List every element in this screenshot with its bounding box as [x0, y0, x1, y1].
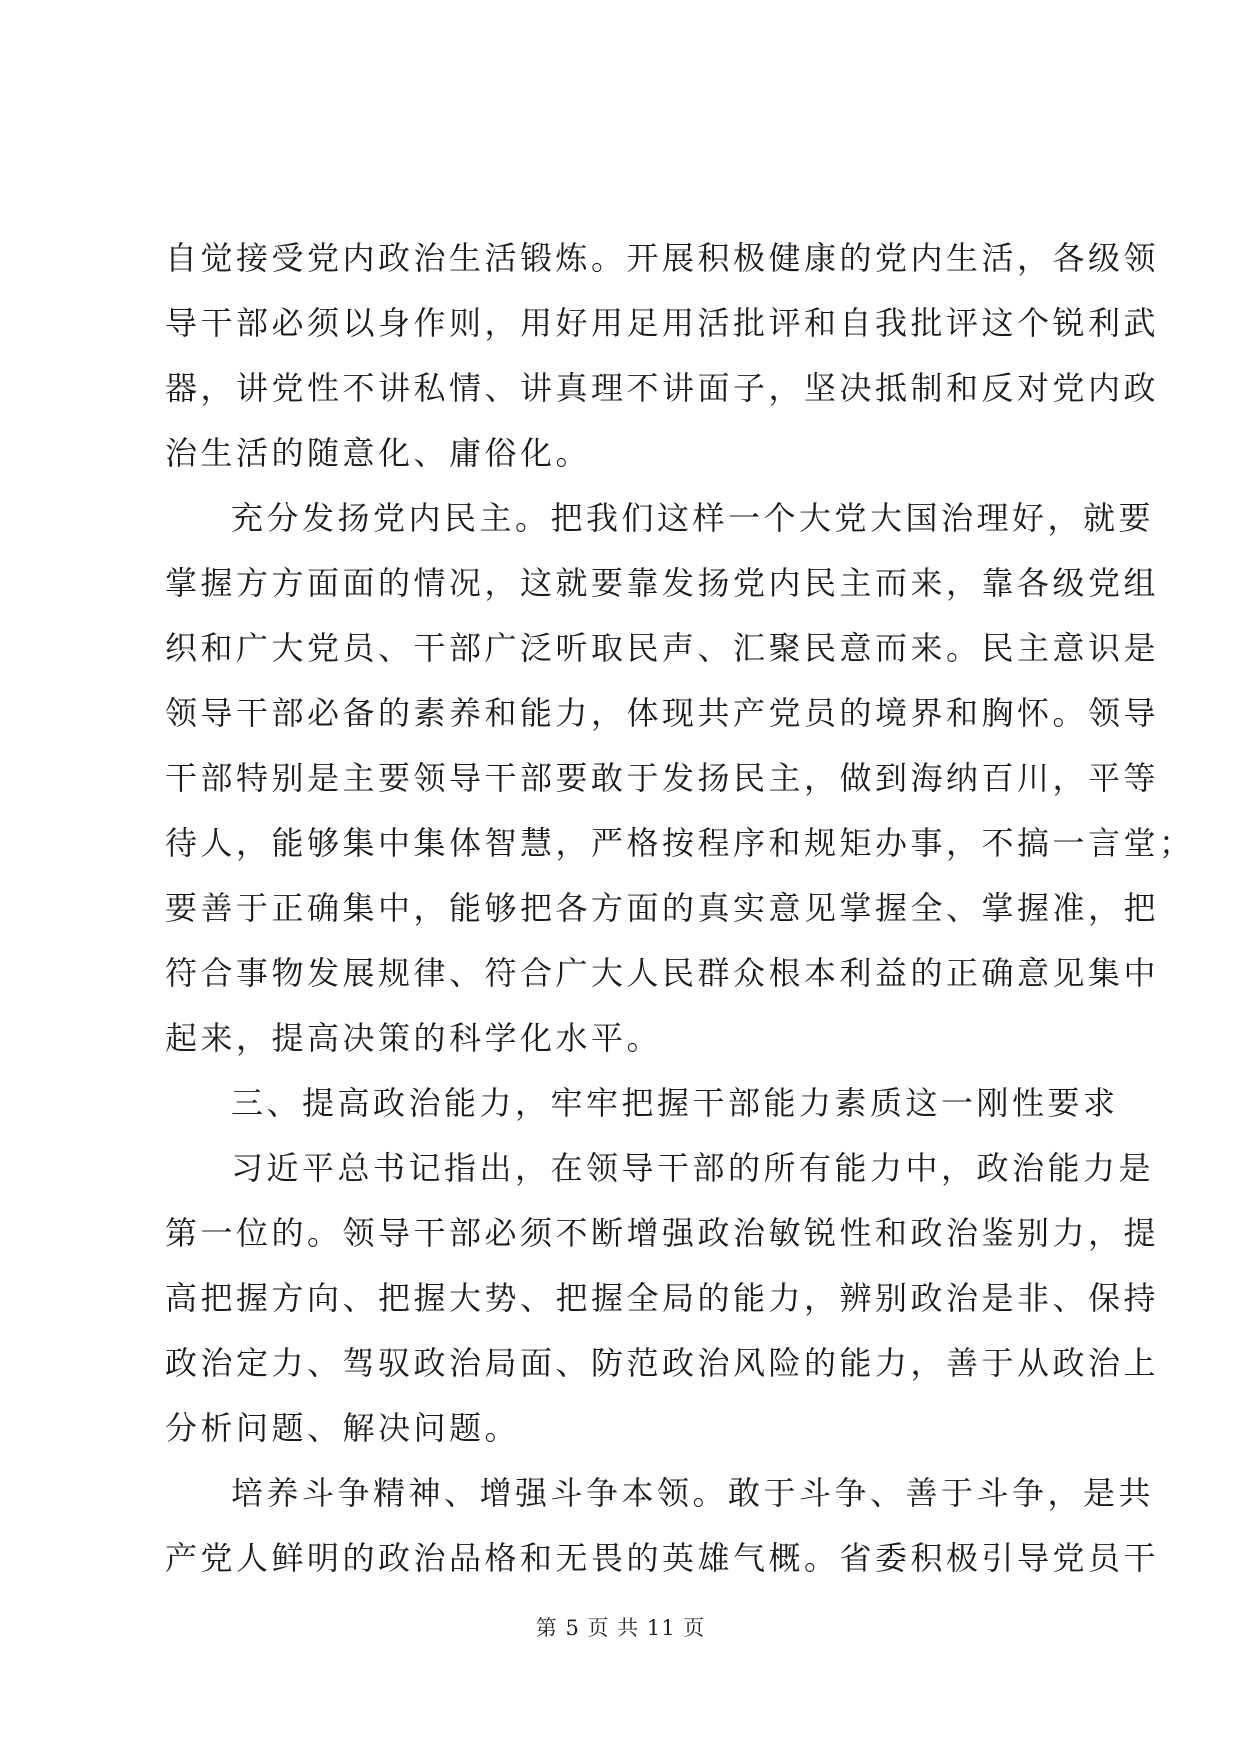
text-line: 要善于正确集中，能够把各方面的真实意见掌握全、掌握准，把 [165, 889, 1160, 927]
paragraph-start-line: 充分发扬党内民主。把我们这样一个大党大国治理好，就要 [231, 499, 1155, 537]
text-line: 导干部必须以身作则，用好用足用活批评和自我批评这个锐利武 [165, 304, 1160, 342]
text-line: 分析问题、解决问题。 [165, 1409, 521, 1447]
text-line: 起来，提高决策的科学化水平。 [165, 1019, 663, 1057]
page-number-footer: 第 5 页 共 11 页 [535, 1616, 706, 1640]
text-line: 织和广大党员、干部广泛听取民声、汇聚民意而来。民主意识是 [165, 629, 1160, 667]
text-line: 器，讲党性不讲私情、讲真理不讲面子，坚决抵制和反对党内政 [165, 369, 1160, 407]
text-line: 领导干部必备的素养和能力，体现共产党员的境界和胸怀。领导 [165, 694, 1160, 732]
text-line: 待人，能够集中集体智慧，严格按程序和规矩办事，不搞一言堂； [165, 824, 1195, 862]
paragraph-start-line: 习近平总书记指出，在领导干部的所有能力中，政治能力是 [231, 1149, 1155, 1187]
section-heading: 三、提高政治能力，牢牢把握干部能力素质这一刚性要求 [231, 1084, 1119, 1122]
text-line: 产党人鲜明的政治品格和无畏的英雄气概。省委积极引导党员干 [165, 1539, 1160, 1577]
document-body [165, 226, 1195, 1591]
paragraph-start-line: 培养斗争精神、增强斗争本领。敢于斗争、善于斗争，是共 [231, 1474, 1155, 1512]
text-line: 政治定力、驾驭政治局面、防范政治风险的能力，善于从政治上 [165, 1344, 1160, 1382]
text-line: 高把握方向、把握大势、把握全局的能力，辨别政治是非、保持 [165, 1279, 1160, 1317]
text-line: 第一位的。领导干部必须不断增强政治敏锐性和政治鉴别力，提 [165, 1214, 1160, 1252]
text-line: 掌握方方面面的情况，这就要靠发扬党内民主而来，靠各级党组 [165, 564, 1160, 602]
text-line: 自觉接受党内政治生活锻炼。开展积极健康的党内生活，各级领 [165, 239, 1160, 277]
text-line: 符合事物发展规律、符合广大人民群众根本利益的正确意见集中 [165, 954, 1160, 992]
text-line: 干部特别是主要领导干部要敢于发扬民主，做到海纳百川，平等 [165, 759, 1160, 797]
text-line: 治生活的随意化、庸俗化。 [165, 434, 592, 472]
